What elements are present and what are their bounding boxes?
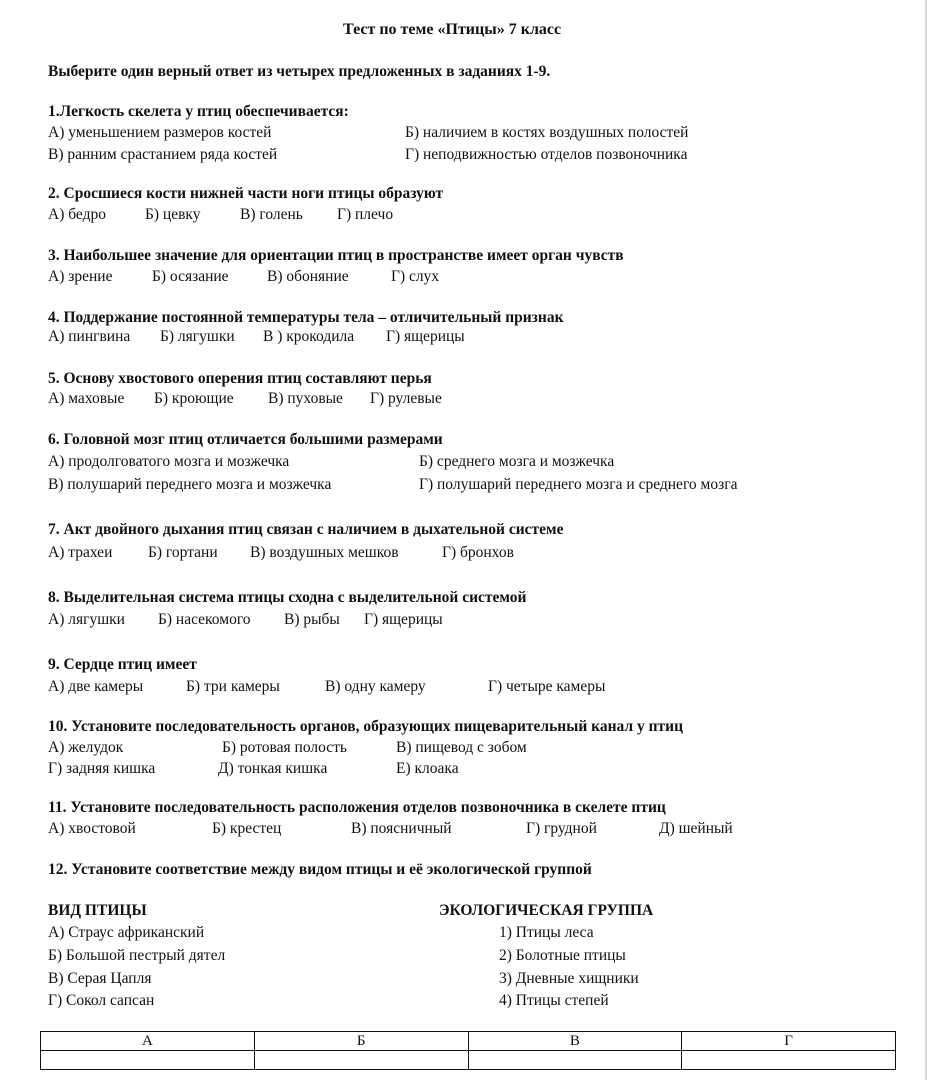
q11-option-d: Г) грудной xyxy=(526,820,597,837)
group-2: 2) Болотные птицы xyxy=(499,947,626,964)
answer-header-a: А xyxy=(41,1032,255,1051)
matching-left-header: ВИД ПТИЦЫ xyxy=(48,902,147,919)
q10-option-a: А) желудок xyxy=(48,739,124,756)
q7-option-a: А) трахеи xyxy=(48,544,113,561)
q1-option-d: Г) неподвижностью отделов позвоночника xyxy=(405,146,688,163)
q7-option-b: Б) гортани xyxy=(148,544,218,561)
answer-cell-d[interactable] xyxy=(682,1051,896,1070)
bird-d: Г) Сокол сапсан xyxy=(48,992,155,1009)
q11-option-b: Б) крестец xyxy=(212,820,282,837)
question-8: 8. Выделительная система птицы сходна с выделительной системой xyxy=(48,589,527,606)
bird-b: Б) Большой пестрый дятел xyxy=(48,947,226,964)
q6-option-b: Б) среднего мозга и мозжечка xyxy=(419,453,615,470)
test-title: Тест по теме «Птицы» 7 класс xyxy=(343,21,562,38)
q3-option-d: Г) слух xyxy=(391,268,440,285)
bird-a: А) Страус африканский xyxy=(48,924,205,941)
question-12: 12. Установите соответствие между видом птицы и её экологической группой xyxy=(48,861,592,878)
q11-option-a: А) хвостовой xyxy=(48,820,136,837)
q10-option-b: Б) ротовая полость xyxy=(222,739,347,756)
q7-option-c: В) воздушных мешков xyxy=(250,544,399,561)
q6-option-a: А) продолговатого мозга и мозжечка xyxy=(48,453,290,470)
q5-option-c: В) пуховые xyxy=(268,390,343,407)
instruction: Выберите один верный ответ из четырех предложенных в заданиях 1-9. xyxy=(48,63,551,80)
q9-option-a: А) две камеры xyxy=(48,678,144,695)
question-7: 7. Акт двойного дыхания птиц связан с наличием в дыхательной системе xyxy=(48,521,564,538)
q3-option-b: Б) осязание xyxy=(152,268,229,285)
q2-option-c: В) голень xyxy=(240,206,303,223)
q4-option-b: Б) лягушки xyxy=(160,328,235,345)
answer-cell-a[interactable] xyxy=(41,1051,255,1070)
q9-option-c: В) одну камеру xyxy=(325,678,426,695)
answer-header-d: Г xyxy=(682,1032,896,1051)
answer-cell-b[interactable] xyxy=(254,1051,468,1070)
q3-option-a: А) зрение xyxy=(48,268,113,285)
q2-option-a: А) бедро xyxy=(48,206,106,223)
q10-option-f: Е) клоака xyxy=(396,760,459,777)
q5-option-a: А) маховые xyxy=(48,390,125,407)
question-1: 1.Легкость скелета у птиц обеспечивается: xyxy=(48,103,349,120)
q10-option-e: Д) тонкая кишка xyxy=(218,760,328,777)
question-4: 4. Поддержание постоянной температуры тела – отличительный признак xyxy=(48,309,564,326)
group-1: 1) Птицы леса xyxy=(499,924,594,941)
q6-option-d: Г) полушарий переднего мозга и среднего мозга xyxy=(419,476,738,493)
answer-header-c: В xyxy=(468,1032,682,1051)
question-5: 5. Основу хвостового оперения птиц составляют перья xyxy=(48,370,432,387)
question-3: 3. Наибольшее значение для ориентации птиц в пространстве имеет орган чувств xyxy=(48,247,624,264)
q8-option-d: Г) ящерицы xyxy=(364,611,443,628)
q3-option-c: В) обоняние xyxy=(267,268,349,285)
bird-c: В) Серая Цапля xyxy=(48,970,152,987)
q8-option-b: Б) насекомого xyxy=(158,611,251,628)
question-6: 6. Головной мозг птиц отличается большими размерами xyxy=(48,431,443,448)
question-11: 11. Установите последовательность расположения отделов позвоночника в скелете птиц xyxy=(48,799,666,816)
question-9: 9. Сердце птиц имеет xyxy=(48,656,197,673)
q10-option-c: В) пищевод с зобом xyxy=(396,739,527,756)
q6-option-c: В) полушарий переднего мозга и мозжечка xyxy=(48,476,332,493)
answer-cell-c[interactable] xyxy=(468,1051,682,1070)
q1-option-a: А) уменьшением размеров костей xyxy=(48,124,272,141)
answer-table-header-row xyxy=(41,1032,896,1051)
q9-option-b: Б) три камеры xyxy=(186,678,280,695)
q1-option-b: Б) наличием в костях воздушных полостей xyxy=(405,124,689,141)
q9-option-d: Г) четыре камеры xyxy=(488,678,606,695)
q11-option-e: Д) шейный xyxy=(659,820,733,837)
q7-option-d: Г) бронхов xyxy=(442,544,514,561)
answer-table xyxy=(40,1031,896,1070)
q11-option-c: В) поясничный xyxy=(351,820,452,837)
answer-header-b: Б xyxy=(254,1032,468,1051)
q4-option-c: В ) крокодила xyxy=(263,328,355,345)
q4-option-a: А) пингвина xyxy=(48,328,131,345)
matching-right-header: ЭКОЛОГИЧЕСКАЯ ГРУППА xyxy=(439,902,654,919)
q8-option-c: В) рыбы xyxy=(284,611,340,628)
q2-option-b: Б) цевку xyxy=(145,206,201,223)
group-3: 3) Дневные хищники xyxy=(499,970,639,987)
question-2: 2. Сросшиеся кости нижней части ноги птицы образуют xyxy=(48,185,444,202)
q5-option-d: Г) рулевые xyxy=(370,390,442,407)
answer-table-value-row xyxy=(41,1051,896,1070)
q10-option-d: Г) задняя кишка xyxy=(48,760,156,777)
question-10: 10. Установите последовательность органов, образующих пищеварительный канал у птиц xyxy=(48,718,684,735)
q2-option-d: Г) плечо xyxy=(337,206,394,223)
group-4: 4) Птицы степей xyxy=(499,992,609,1009)
q4-option-d: Г) ящерицы xyxy=(386,328,465,345)
q1-option-c: В) ранним срастанием ряда костей xyxy=(48,146,278,163)
q5-option-b: Б) кроющие xyxy=(154,390,234,407)
q8-option-a: А) лягушки xyxy=(48,611,125,628)
